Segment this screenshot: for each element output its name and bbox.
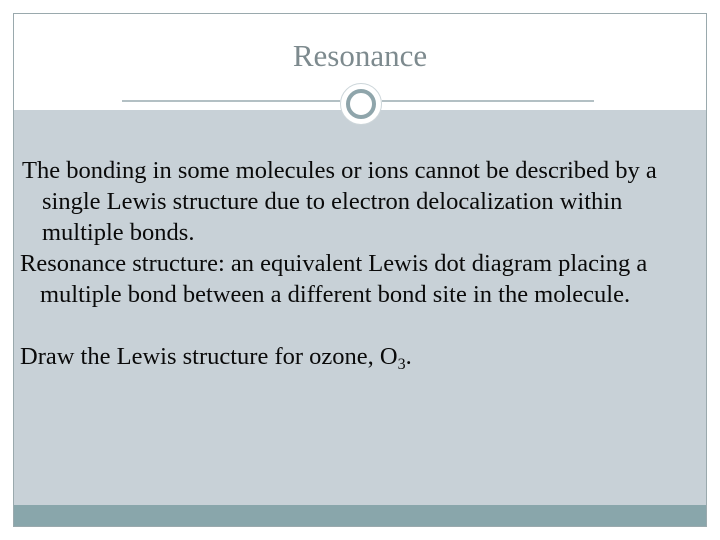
- slide-title: Resonance: [292, 38, 428, 73]
- title-divider-right: [382, 100, 594, 102]
- divider-ring-icon: [340, 83, 382, 125]
- ozone-prompt-text: Draw the Lewis structure for ozone, O: [20, 343, 398, 370]
- spacer: [20, 310, 680, 341]
- ozone-prompt: [20, 341, 680, 372]
- footer-bar: [14, 505, 706, 526]
- body-text: [20, 155, 680, 372]
- ozone-subscript: 3: [397, 356, 406, 373]
- ozone-prompt-end: .: [405, 343, 412, 370]
- paragraph-delocalization: The bonding in some molecules or ions cannot be described by a single Lewis structure due to electron delocalization within multiple bonds.: [22, 157, 657, 246]
- paragraph-resonance-definition: Resonance structure: an equivalent Lewis dot diagram placing a multiple bond between a different bond site in the molecule.: [20, 250, 648, 308]
- title-divider-left: [122, 100, 340, 102]
